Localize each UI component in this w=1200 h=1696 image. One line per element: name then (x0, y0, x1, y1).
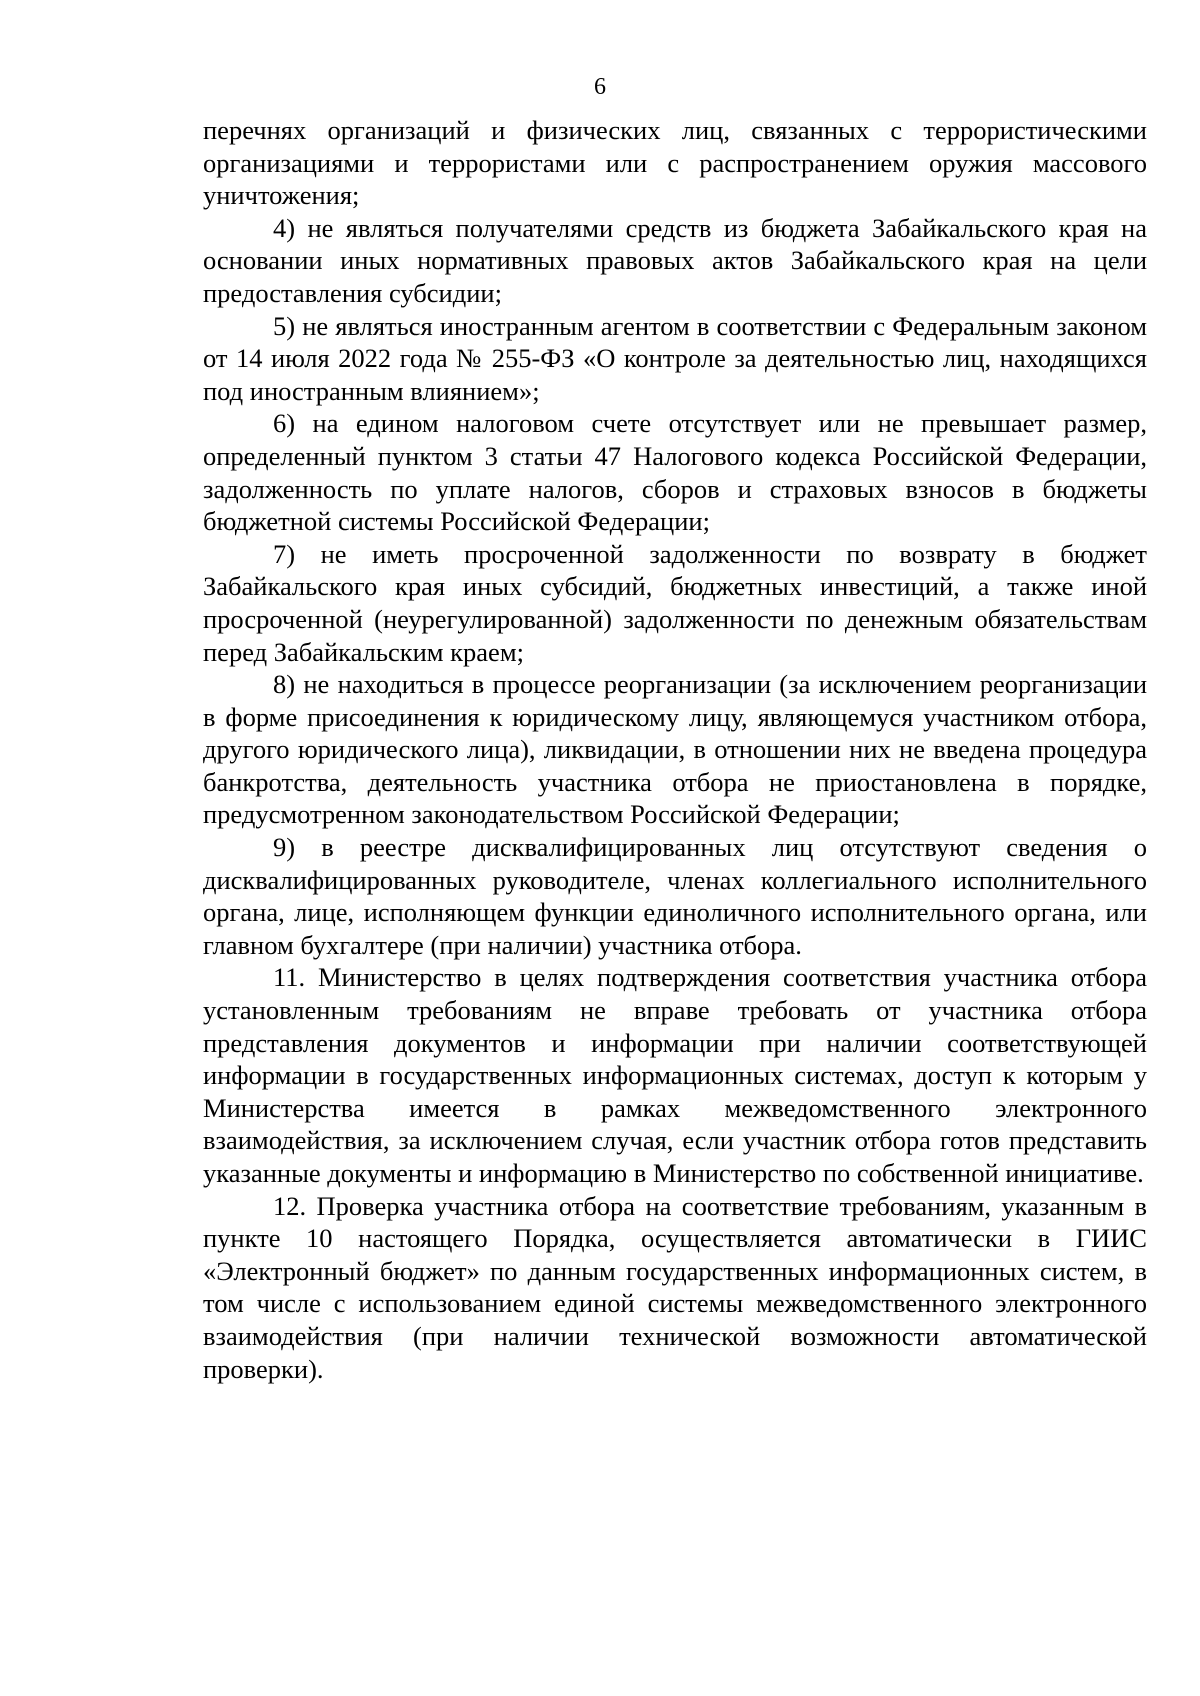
paragraph-section-11: 11. Министерство в целях подтверждения соответствия участника отбора установленным требованиям не вправе требовать от участника отбора представления документов и информации при наличии соответствующей информации в государственных информационных системах, доступ к которым у Министерства имеется в рамках межведомственного электронного взаимодействия, за исключением случая, если участник отбора готов представить указанные документы и информацию в Министерство по собственной инициативе. (203, 962, 1147, 1188)
paragraph-section-12: 12. Проверка участника отбора на соответствие требованиям, указанным в пункте 10 настоящего Порядка, осуществляется автоматически в ГИИС «Электронный бюджет» по данным государственных информационных систем, в том числе с использованием единой системы межведомственного электронного взаимодействия (при наличии технической возможности автоматической проверки). (203, 1190, 1147, 1384)
paragraph-item-4: 4) не являться получателями средств из бюджета Забайкальского края на основании иных нормативных правовых актов Забайкальского края на цели предоставления субсидии; (203, 212, 1147, 308)
paragraph-continuation: перечнях организаций и физических лиц, связанных с террористическими организациями и террористами или с распространением оружия массового уничтожения; (203, 115, 1147, 211)
paragraph-item-9: 9) в реестре дисквалифицированных лиц отсутствуют сведения о дисквалифицированных руководителе, членах коллегиального исполнительного органа, лице, исполняющем функции единоличного исполнительного органа, или главном бухгалтере (при наличии) участника отбора. (203, 832, 1147, 960)
paragraph-item-6: 6) на едином налоговом счете отсутствует или не превышает размер, определенный пунктом 3 статьи 47 Налогового кодекса Российской Федерации, задолженность по уплате налогов, сборов и страховых взносов в бюджеты бюджетной системы Российской Федерации; (203, 408, 1147, 537)
paragraph-item-5: 5) не являться иностранным агентом в соответствии с Федеральным законом от 14 июля 2022 года № 255-ФЗ «О контроле за деятельностью лиц, находящихся под иностранным влиянием»; (203, 310, 1147, 406)
paragraph-item-8: 8) не находиться в процессе реорганизации (за исключением реорганизации в форме присоединения к юридическому лицу, являющемуся участником отбора, другого юридического лица), ликвидации, в отношении них не введена процедура банкротства, деятельность участника отбора не приостановлена в порядке, предусмотренном законодательством Российской Федерации; (203, 669, 1147, 830)
page-number: 6 (594, 74, 606, 100)
document-body (203, 114, 1147, 1385)
paragraph-item-7: 7) не иметь просроченной задолженности по возврату в бюджет Забайкальского края иных субсидий, бюджетных инвестиций, а также иной просроченной (неурегулированной) задолженности по денежным обязательствам перед Забайкальским краем; (203, 538, 1147, 667)
